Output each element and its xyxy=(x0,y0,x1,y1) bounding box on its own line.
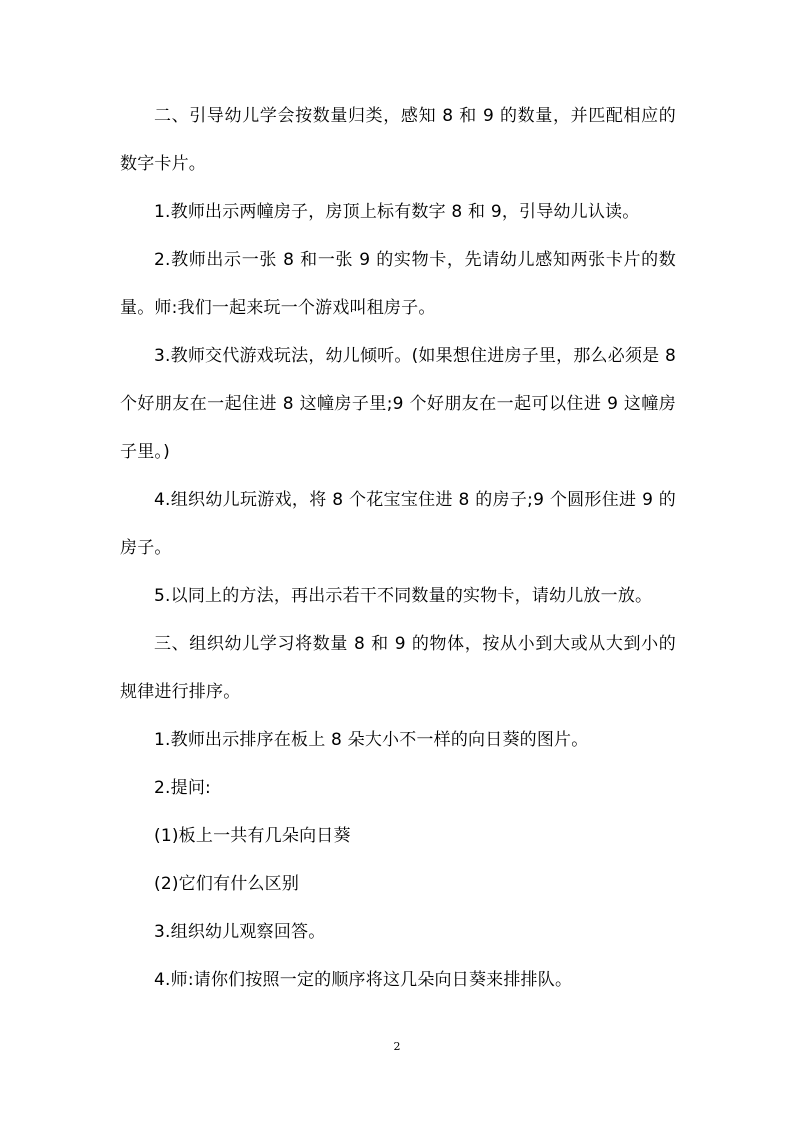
document-body xyxy=(120,92,676,1004)
paragraph-step-4: 4.组织幼儿玩游戏，将 8 个花宝宝住进 8 的房子;9 个圆形住进 9 的房子。 xyxy=(120,490,676,558)
paragraph-sort-step-1: 1.教师出示排序在板上 8 朵大小不一样的向日葵的图片。 xyxy=(154,730,589,750)
paragraph-sort-step-3: 3.组织幼儿观察回答。 xyxy=(154,922,326,942)
paragraph-sort-step-4: 4.师:请你们按照一定的顺序将这几朵向日葵来排排队。 xyxy=(154,970,573,990)
paragraph-step-5: 5.以同上的方法，再出示若干不同数量的实物卡，请幼儿放一放。 xyxy=(154,586,653,606)
paragraph-question-1: (1)板上一共有几朵向日葵 xyxy=(154,826,351,846)
paragraph-section-two-heading: 二、引导幼儿学会按数量归类，感知 8 和 9 的数量，并匹配相应的数字卡片。 xyxy=(120,106,676,174)
paragraph-step-3: 3.教师交代游戏玩法，幼儿倾听。(如果想住进房子里，那么必须是 8 个好朋友在一起住进 8 这幢房子里;9 个好朋友在一起可以住进 9 这幢房子里。) xyxy=(120,346,676,462)
paragraph-sort-step-2: 2.提问: xyxy=(154,778,211,798)
paragraph-step-1: 1.教师出示两幢房子，房顶上标有数字 8 和 9，引导幼儿认读。 xyxy=(154,202,640,222)
paragraph-section-three-heading: 三、组织幼儿学习将数量 8 和 9 的物体，按从小到大或从大到小的规律进行排序。 xyxy=(120,634,676,702)
paragraph-step-2: 2.教师出示一张 8 和一张 9 的实物卡，先请幼儿感知两张卡片的数量。师:我们一起来玩一个游戏叫租房子。 xyxy=(120,250,676,318)
page-number: 2 xyxy=(393,1040,401,1053)
paragraph-question-2: (2)它们有什么区别 xyxy=(154,874,300,894)
